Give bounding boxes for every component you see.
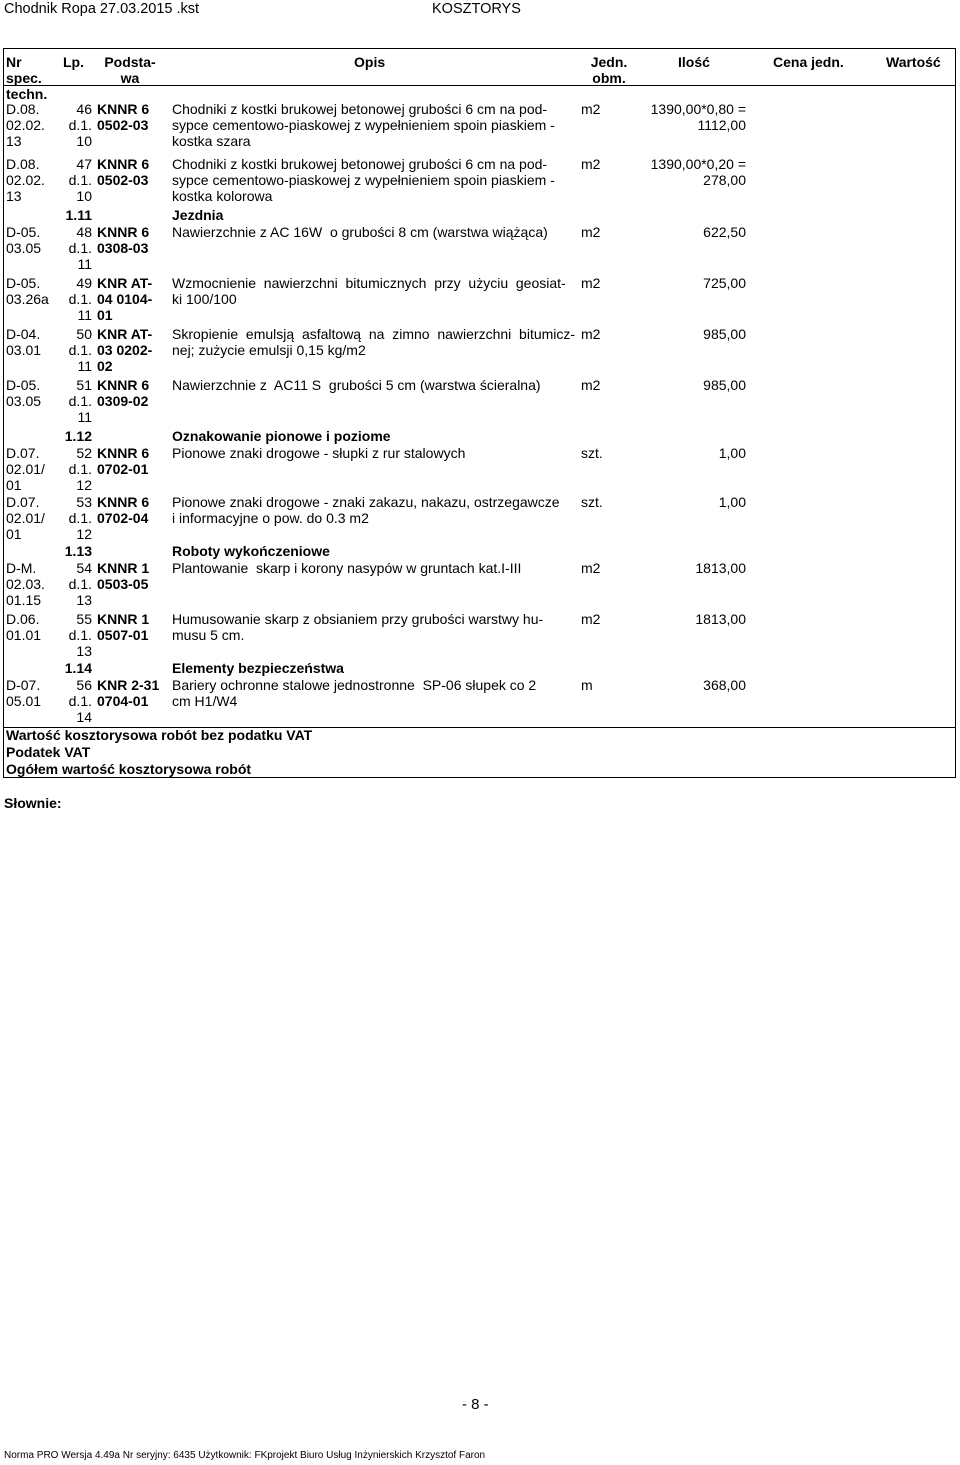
document-title: KOSZTORYS [432,1,521,17]
table-row-ilosc: 1,00 [718,494,746,510]
table-row-ilosc: 1813,00 [695,560,746,576]
table-row-podstawa: KNR 2-31 0704-01 [97,677,160,709]
table-row-opis: Nawierzchnie z AC11 S grubości 5 cm (warstwa ścieralna) [172,377,541,393]
table-row-podstawa: KNNR 6 0308-03 [97,224,150,256]
vat-label: Podatek VAT [6,744,91,760]
in-words-label: Słownie: [4,795,62,811]
table-row-lp: 51 d.1. 11 [68,377,92,425]
table-row-opis: Pionowe znaki drogowe - znaki zakazu, nakazu, ostrzegawcze i informacyjne o pow. do 0.3 m2 [172,494,560,526]
table-row-ilosc: 1390,00*0,20 = 278,00 [650,156,746,188]
section-number: 1.11 [65,207,92,223]
table-row-jedn: m2 [581,101,601,117]
table-row-lp: 56 d.1. 14 [68,677,92,725]
total-net-label: Wartość kosztorysowa robót bez podatku VAT [6,727,313,743]
table-row-spec: D-05. 03.05 [6,224,42,256]
table-row-jedn: m2 [581,224,601,240]
table-row-spec: D.06. 01.01 [6,611,42,643]
table-row-lp: 48 d.1. 11 [68,224,92,272]
table-row-podstawa: KNR AT- 03 0202- 02 [97,326,153,374]
column-header-opis: Opis [354,54,386,70]
software-info: Norma PRO Wersja 4.49a Nr seryjny: 6435 Użytkownik: FKprojekt Biuro Usług Inżynierskich Krzysztof Faron [4,1450,486,1461]
page-number: - 8 - [462,1396,489,1413]
table-row-ilosc: 368,00 [703,677,746,693]
table-row-opis: Chodniki z kostki brukowej betonowej grubości 6 cm na pod- sypce cementowo-piaskowej z wypełnieniem spoin piaskiem - kostka szara [172,101,555,149]
table-row-podstawa: KNNR 6 0309-02 [97,377,150,409]
table-row-lp: 54 d.1. 13 [68,560,92,608]
table-row-spec: D-05. 03.05 [6,377,42,409]
table-row-spec: D.08. 02.02. 13 [6,156,45,204]
table-row-ilosc: 985,00 [703,377,746,393]
table-row-lp: 53 d.1. 12 [68,494,92,542]
table-row-ilosc: 1390,00*0,80 = 1112,00 [650,101,746,133]
section-title: Oznakowanie pionowe i poziome [172,428,391,444]
table-row-ilosc: 1813,00 [695,611,746,627]
table-row-podstawa: KNNR 6 0502-03 [97,156,150,188]
table-row-jedn: m2 [581,156,601,172]
table-row-jedn: m2 [581,275,601,291]
table-row-lp: 46 d.1. 10 [68,101,92,149]
table-row-jedn: m2 [581,326,601,342]
table-row-lp: 52 d.1. 12 [68,445,92,493]
table-row-podstawa: KNNR 1 0507-01 [97,611,150,643]
table-row-opis: Plantowanie skarp i korony nasypów w gruntach kat.I-III [172,560,522,576]
table-row-spec: D.07. 02.01/ 01 [6,445,45,493]
table-row-opis: Skropienie emulsją asfaltową na zimno nawierzchni bitumicz- nej; zużycie emulsji 0,15 kg/m2 [172,326,576,358]
table-row-podstawa: KNR AT- 04 0104- 01 [97,275,153,323]
table-row-opis: Humusowanie skarp z obsianiem przy grubości warstwy hu- musu 5 cm. [172,611,544,643]
table-row-podstawa: KNNR 1 0503-05 [97,560,150,592]
column-header-lp: Lp. [63,54,84,70]
window-header [0,0,960,22]
table-row-ilosc: 985,00 [703,326,746,342]
table-row-podstawa: KNNR 6 0702-04 [97,494,150,526]
column-header-jedn: Jedn. obm. [590,54,628,86]
table-row-jedn: szt. [581,445,603,461]
table-row-opis: Wzmocnienie nawierzchni bitumicznych przy użyciu geosiat- ki 100/100 [172,275,566,307]
table-row-lp: 55 d.1. 13 [68,611,92,659]
table-row-ilosc: 725,00 [703,275,746,291]
table-row-podstawa: KNNR 6 0702-01 [97,445,150,477]
table-row-spec: D.07. 02.01/ 01 [6,494,45,542]
table-row-jedn: szt. [581,494,603,510]
section-title: Roboty wykończeniowe [172,543,330,559]
table-row-jedn: m2 [581,560,601,576]
section-number: 1.14 [64,660,92,676]
column-header-cena: Cena jedn. [773,54,844,70]
table-row-podstawa: KNNR 6 0502-03 [97,101,150,133]
table-row-spec: D-05. 03.26a [6,275,49,307]
table-row-lp: 50 d.1. 11 [68,326,92,374]
column-header-podstawa: Podsta- wa [104,54,156,86]
column-header-wartosc: Wartość [886,54,941,70]
table-row-jedn: m [581,677,593,693]
table-row-jedn: m2 [581,611,601,627]
table-row-spec: D-04. 03.01 [6,326,42,358]
table-row-opis: Bariery ochronne stalowe jednostronne SP-06 słupek co 2 cm H1/W4 [172,677,537,709]
table-row-lp: 49 d.1. 11 [68,275,92,323]
section-title: Elementy bezpieczeństwa [172,660,344,676]
table-row-ilosc: 622,50 [703,224,746,240]
section-title: Jezdnia [172,207,224,223]
table-row-spec: D-07. 05.01 [6,677,42,709]
table-row-jedn: m2 [581,377,601,393]
table-row-opis: Pionowe znaki drogowe - słupki z rur stalowych [172,445,466,461]
table-row-spec: D.08. 02.02. 13 [6,101,45,149]
document-filename: Chodnik Ropa 27.03.2015 .kst [4,1,200,17]
table-row-spec: D-M. 02.03. 01.15 [6,560,45,608]
section-number: 1.12 [64,428,92,444]
table-row-lp: 47 d.1. 10 [68,156,92,204]
column-header-nr-spec: Nr spec. techn. [6,54,48,102]
total-gross-label: Ogółem wartość kosztorysowa robót [6,761,252,777]
table-row-opis: Chodniki z kostki brukowej betonowej grubości 6 cm na pod- sypce cementowo-piaskowej z wypełnieniem spoin piaskiem - kostka kolorowa [172,156,555,204]
table-row-opis: Nawierzchnie z AC 16W o grubości 8 cm (warstwa wiążąca) [172,224,548,240]
table-row-ilosc: 1,00 [718,445,746,461]
column-header-ilosc: Ilość [678,54,710,70]
section-number: 1.13 [64,543,92,559]
